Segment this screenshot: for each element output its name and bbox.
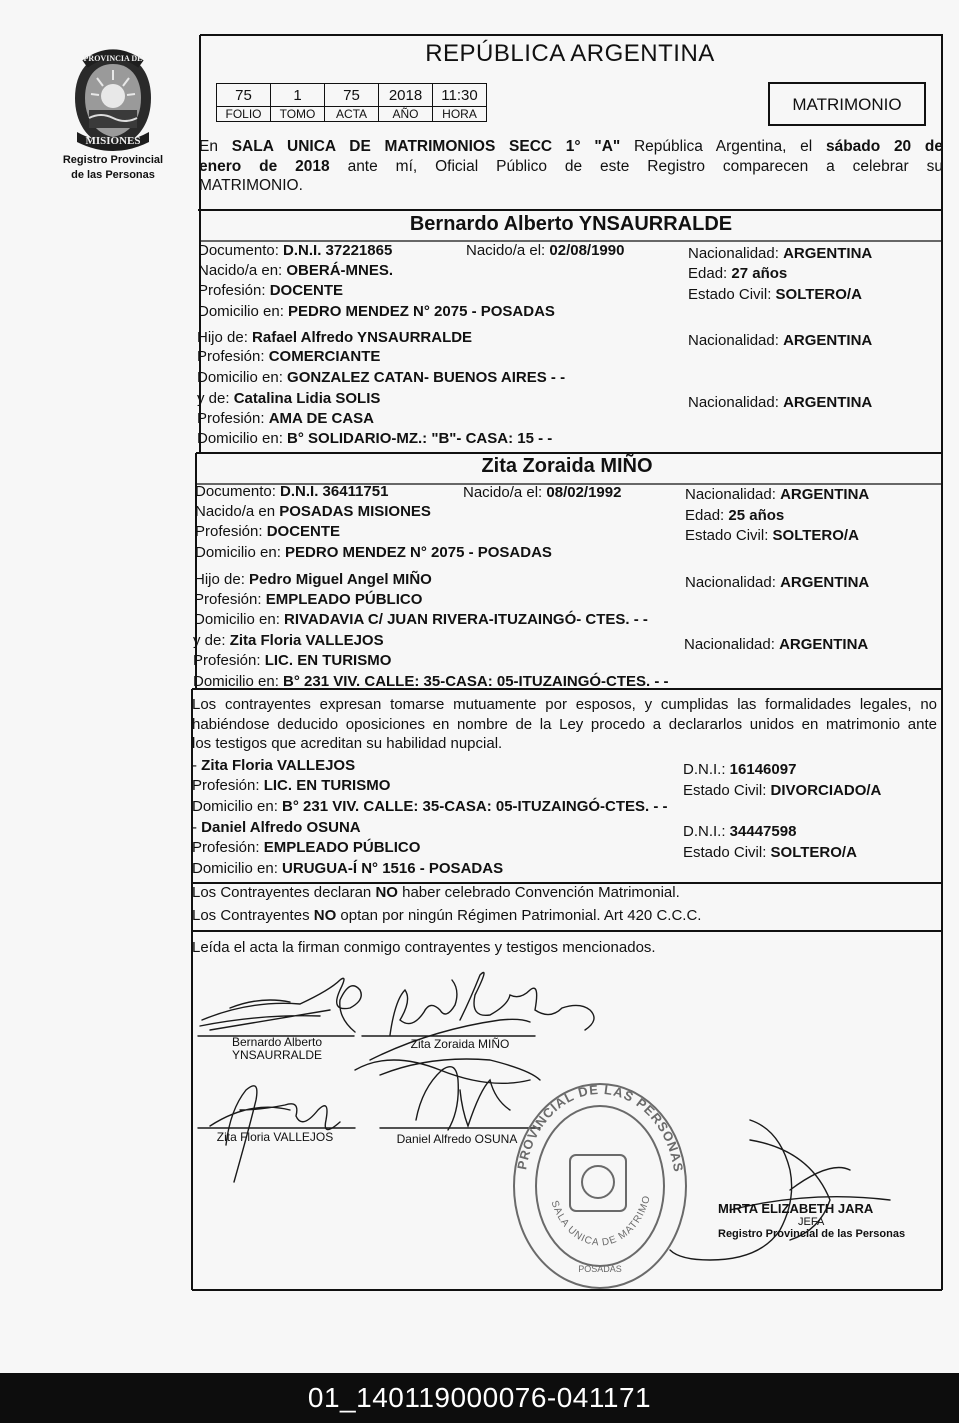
spouse2-father-address: Domicilio en: RIVADAVIA C/ JUAN RIVERA-ITUZAINGÓ- CTES. - -: [194, 611, 648, 628]
spouse2-father: Hijo de: Pedro Miguel Angel MIÑO: [194, 571, 432, 588]
spouse1-age: Edad: 27 años: [688, 265, 788, 282]
spouse2-nationality: Nacionalidad: ARGENTINA: [685, 486, 870, 503]
declaration-paragraph: [192, 695, 937, 754]
caption-line: Bernardo Alberto: [231, 1035, 323, 1049]
official-name: MIRTA ELIZABETH JARA: [718, 1201, 874, 1216]
witness1-profession: Profesión: LIC. EN TURISMO: [192, 777, 391, 794]
signature-caption-spouse2: Zita Zoraida MIÑO: [410, 1037, 510, 1051]
intro-text: ante mí, Oficial Público de este Registro comparecen a celebrar su: [329, 157, 943, 175]
logo-top-text: PROVINCIA DE: [83, 54, 143, 63]
declaration-line: habiéndose deducido oposiciones en nombre de la Ley procedo a declararlos unidos en matrimonio ante: [192, 715, 937, 733]
intro-paragraph: [199, 137, 943, 196]
witness1-name: - Zita Floria VALLEJOS: [192, 757, 356, 774]
hora-value: 11:30: [433, 84, 487, 107]
witness1-address: Domicilio en: B° 231 VIV. CALLE: 35-CASA: 05-ITUZAINGÓ-CTES. - -: [192, 798, 668, 815]
logo-caption-line1: Registro Provincial: [62, 154, 164, 166]
intro-text: República Argentina, el: [620, 138, 826, 155]
tomo-value: 1: [271, 84, 325, 107]
acta-label: ACTA: [325, 107, 379, 122]
spouse2-document: Documento: D.N.I. 36411751: [195, 483, 389, 500]
signature-caption-witness1: Zita Floria VALLEJOS: [216, 1130, 334, 1144]
spouse1-profession: Profesión: DOCENTE: [198, 282, 344, 299]
caption-line: YNSAURRALDE: [231, 1048, 323, 1062]
official-office: Registro Provincial de las Personas: [718, 1228, 906, 1240]
stamp-inner-text: SALA UNICA DE MATRIMO: [548, 1193, 654, 1249]
svg-text:SALA UNICA DE MATRIMONIOS: [190, 960, 653, 1248]
stamp-bottom-text: POSADAS: [578, 1264, 622, 1274]
official-role: JEFA: [798, 1216, 825, 1228]
folio-value: 75: [217, 84, 271, 107]
spouse2-father-nationality: Nacionalidad: ARGENTINA: [685, 574, 870, 591]
witness2-name: - Daniel Alfredo OSUNA: [192, 819, 361, 836]
anio-value: 2018: [379, 84, 433, 107]
logo-bottom-text: MISIONES: [85, 135, 141, 147]
spouse2-mother-profession: Profesión: LIC. EN TURISMO: [193, 652, 392, 669]
spouse1-father-nationality: Nacionalidad: ARGENTINA: [688, 332, 873, 349]
intro-office: SALA UNICA DE MATRIMONIOS SECC 1° "A": [231, 138, 621, 155]
spouse2-mother-address: Domicilio en: B° 231 VIV. CALLE: 35-CASA: 05-ITUZAINGÓ-CTES. - -: [193, 673, 669, 690]
witness2-address: Domicilio en: URUGUA-Í N° 1516 - POSADAS: [192, 860, 504, 877]
spouse2-age: Edad: 25 años: [685, 507, 785, 524]
intro-date: sábado 20 de: [825, 138, 943, 155]
document-title: REPÚBLICA ARGENTINA: [425, 40, 715, 67]
spouse2-birthdate: Nacido/a el: 08/02/1992: [463, 484, 622, 501]
intro-date: enero de 2018: [199, 157, 330, 175]
signature-area: [190, 960, 950, 1290]
misiones-coat-of-arms-icon: [67, 48, 159, 152]
convention-statement: Los Contrayentes declaran NO haber celebrado Convención Matrimonial.: [192, 884, 680, 901]
declaration-line: los testigos que acreditan su habilidad nupcial.: [192, 735, 503, 752]
logo-caption-line2: de las Personas: [71, 169, 155, 181]
spouse2-mother: y de: Zita Floria VALLEJOS: [193, 632, 384, 649]
spouse1-mother-address: Domicilio en: B° SOLIDARIO-MZ.: "B"- CASA: 15 - -: [197, 430, 553, 447]
spouse2-profession: Profesión: DOCENTE: [195, 523, 341, 540]
signature-caption-spouse1: [212, 1036, 342, 1062]
spouse1-father: Hijo de: Rafael Alfredo YNSAURRALDE: [197, 329, 473, 346]
spouse1-father-address: Domicilio en: GONZALEZ CATAN- BUENOS AIRES - -: [197, 369, 566, 386]
regime-statement: Los Contrayentes NO optan por ningún Régimen Patrimonial. Art 420 C.C.C.: [192, 907, 702, 924]
handwritten-signatures-icon: [190, 960, 950, 1290]
spouse1-mother: y de: Catalina Lidia SOLIS: [197, 390, 381, 407]
registry-table: [216, 83, 487, 122]
spouse2-address: Domicilio en: PEDRO MENDEZ N° 2075 - POSADAS: [195, 544, 552, 561]
declaration-line: Los contrayentes expresan tomarse mutuamente por esposos, y cumplidas las formalidades legales, no: [192, 696, 937, 713]
spouse1-document: Documento: D.N.I. 37221865: [198, 242, 393, 259]
intro-text: MATRIMONIO.: [199, 177, 303, 194]
spouse1-name: Bernardo Alberto YNSAURRALDE: [409, 213, 733, 235]
spouse1-mother-nationality: Nacionalidad: ARGENTINA: [688, 394, 873, 411]
anio-label: AÑO: [379, 107, 433, 122]
witness1-dni: D.N.I.: 16146097: [683, 761, 797, 778]
spouse2-birthplace: Nacido/a en POSADAS MISIONES: [195, 503, 431, 520]
spouse1-address: Domicilio en: PEDRO MENDEZ N° 2075 - POSADAS: [198, 303, 555, 320]
spouse1-nationality: Nacionalidad: ARGENTINA: [688, 245, 873, 262]
spouse1-father-profession: Profesión: COMERCIANTE: [197, 348, 381, 365]
barcode-strip: 01_140119000076-041171: [0, 1373, 959, 1423]
witness1-civil-status: Estado Civil: DIVORCIADO/A: [683, 782, 882, 799]
spouse2-father-profession: Profesión: EMPLEADO PÚBLICO: [194, 591, 423, 608]
intro-text: En: [199, 138, 232, 155]
spouse2-name: Zita Zoraida MIÑO: [481, 455, 653, 477]
official-stamp-block: [718, 1201, 918, 1240]
witness2-dni: D.N.I.: 34447598: [683, 823, 797, 840]
spouse2-civil-status: Estado Civil: SOLTERO/A: [685, 527, 859, 544]
tomo-label: TOMO: [271, 107, 325, 122]
province-logo: [48, 48, 178, 182]
reading-statement: Leída el acta la firman conmigo contrayentes y testigos mencionados.: [192, 939, 656, 956]
witness2-civil-status: Estado Civil: SOLTERO/A: [683, 844, 857, 861]
spouse1-mother-profession: Profesión: AMA DE CASA: [197, 410, 374, 427]
stamp-ring-text: PROVINCIAL DE LAS PERSONAS: [514, 1081, 687, 1174]
signature-caption-witness2: Daniel Alfredo OSUNA: [396, 1132, 518, 1146]
spouse1-birthdate: Nacido/a el: 02/08/1990: [466, 242, 625, 259]
spouse2-mother-nationality: Nacionalidad: ARGENTINA: [684, 636, 869, 653]
folio-label: FOLIO: [217, 107, 271, 122]
acta-value: 75: [325, 84, 379, 107]
witness2-profession: Profesión: EMPLEADO PÚBLICO: [192, 839, 421, 856]
spouse1-birthplace: Nacido/a en: OBERÁ-MNES.: [198, 262, 394, 279]
hora-label: HORA: [433, 107, 487, 122]
spouse1-civil-status: Estado Civil: SOLTERO/A: [688, 286, 862, 303]
act-type-box: MATRIMONIO: [768, 82, 926, 126]
